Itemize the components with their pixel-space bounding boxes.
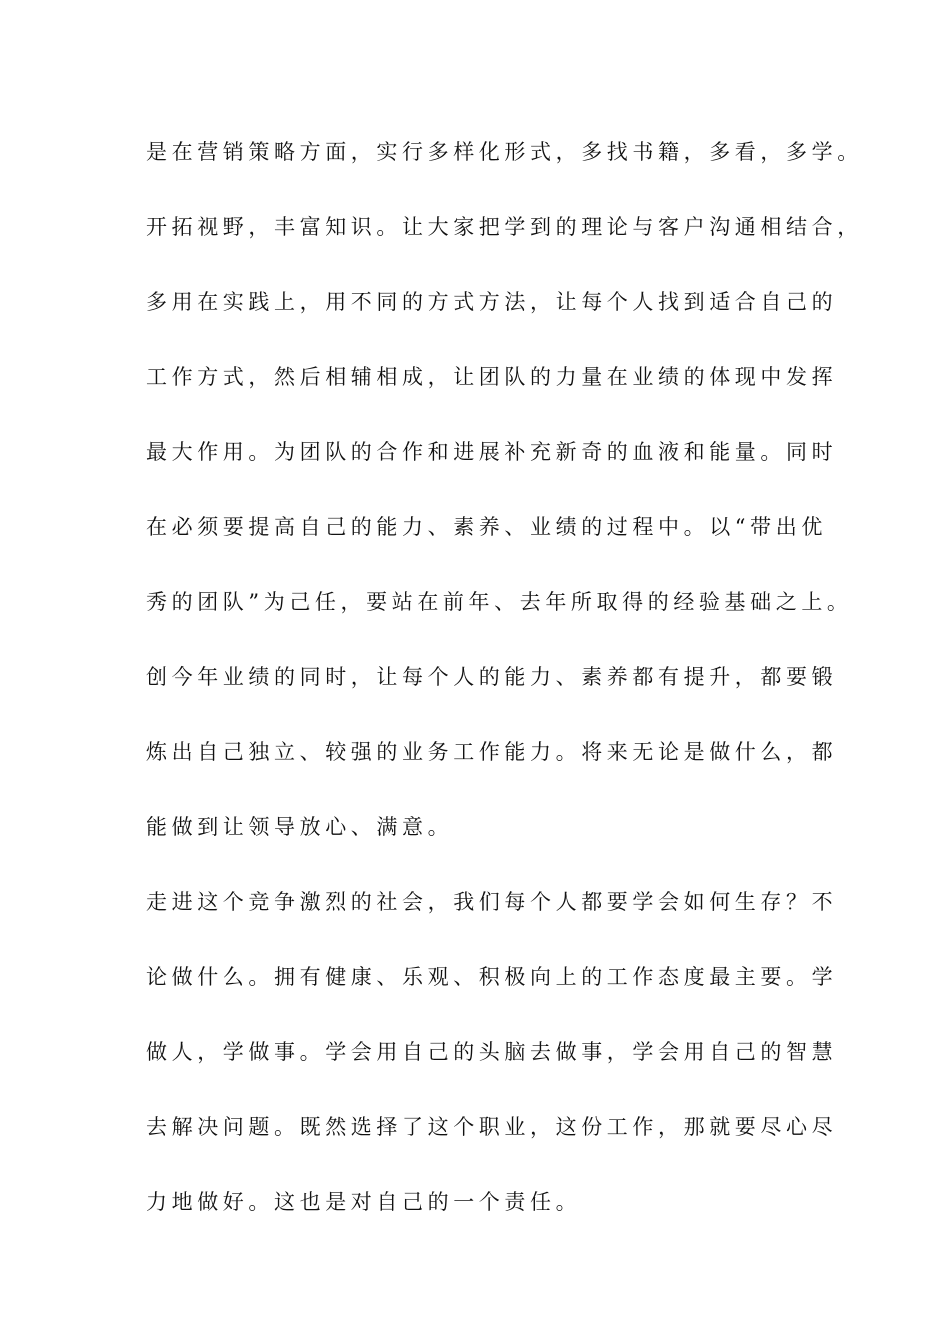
text-line: 论做什么。拥有健康、乐观、积极向上的工作态度最主要。学 (146, 965, 838, 989)
text-line: 力地做好。这也是对自己的一个责任。 (146, 1190, 582, 1214)
text-line: 最大作用。为团队的合作和进展补充新奇的血液和能量。同时 (146, 440, 838, 464)
text-line: 能做到让领导放心、满意。 (146, 815, 454, 839)
text-line: 做人，学做事。学会用自己的头脑去做事，学会用自己的智慧 (146, 1040, 838, 1064)
body-text (146, 128, 863, 1253)
text-line: 在必须要提高自己的能力、素养、业绩的过程中。以“带出优 (146, 515, 827, 539)
text-line: 开拓视野，丰富知识。让大家把学到的理论与客户沟通相结合， (146, 215, 863, 239)
text-line: 创今年业绩的同时，让每个人的能力、素养都有提升，都要锻 (146, 665, 838, 689)
text-line: 去解决问题。既然选择了这个职业，这份工作，那就要尽心尽 (146, 1115, 838, 1139)
text-line: 炼出自己独立、较强的业务工作能力。将来无论是做什么，都 (146, 740, 838, 764)
text-line: 多用在实践上，用不同的方式方法，让每个人找到适合自己的 (146, 290, 838, 314)
text-line: 是在营销策略方面，实行多样化形式，多找书籍，多看，多学。 (146, 140, 863, 164)
text-line: 走进这个竞争激烈的社会，我们每个人都要学会如何生存？不 (146, 890, 838, 914)
text-line: 秀的团队”为己任，要站在前年、去年所取得的经验基础之上。 (146, 590, 853, 614)
text-line: 工作方式，然后相辅相成，让团队的力量在业绩的体现中发挥 (146, 365, 838, 389)
